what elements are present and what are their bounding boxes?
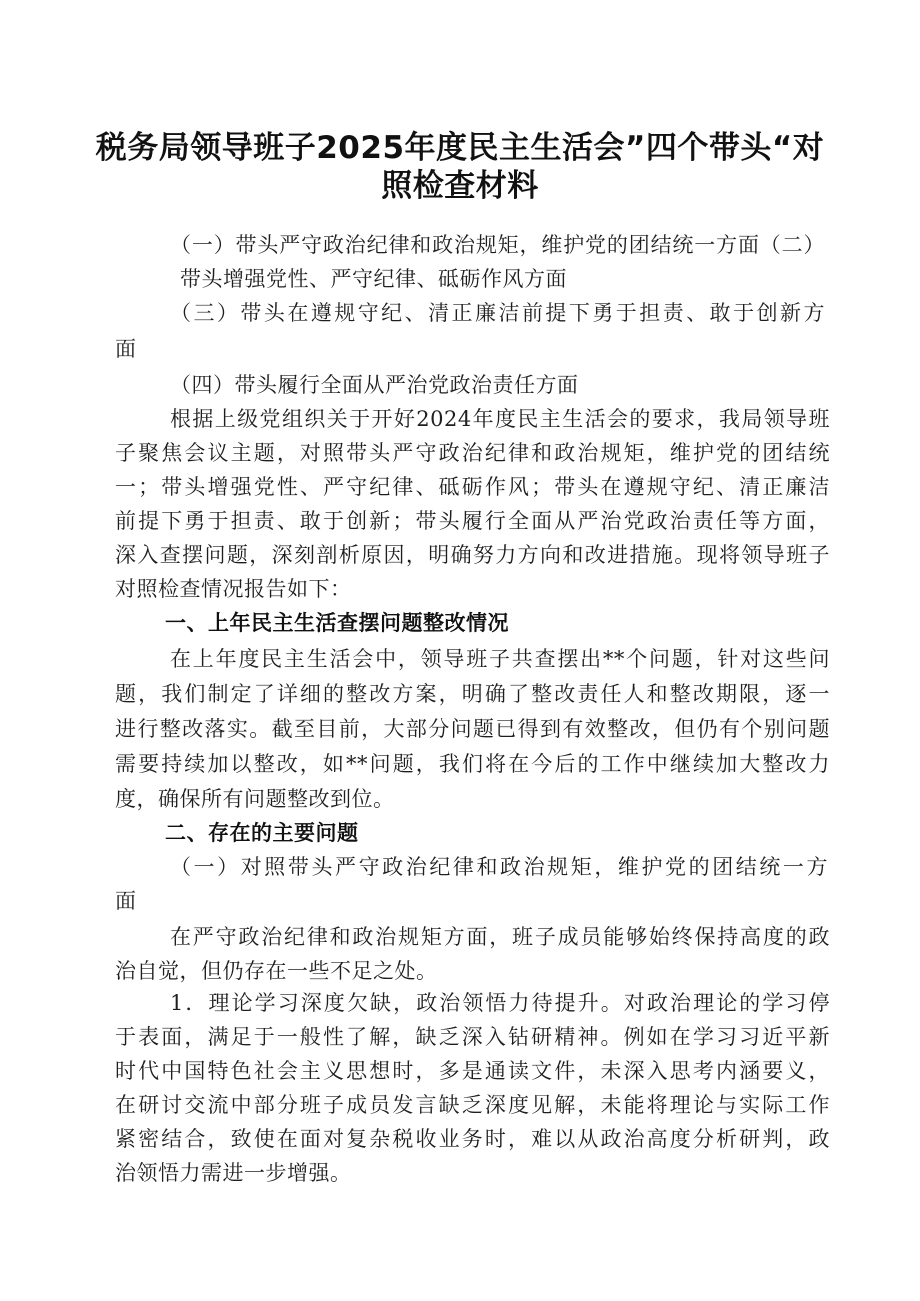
intro-line-4: 前提下勇于担责、敢于创新；带头履行全面从严治党政治责任等方面， [115, 509, 830, 533]
section-1-line-5: 度，确保所有问题整改到位。 [115, 787, 395, 811]
document-title-line-2: 照检查材料 [381, 168, 539, 204]
item-1-line-5: 紧密结合，致使在面对复杂税收业务时，难以从政治高度分析研判，政 [115, 1127, 830, 1151]
subsection-1-line-2: 面 [115, 889, 137, 913]
subsection-1-line-1: （一）对照带头严守政治纪律和政治规矩，维护党的团结统一方 [170, 855, 828, 879]
toc-line-3: （三）带头在遵规守纪、清正廉洁前提下勇于担责、敢于创新方 [170, 301, 825, 325]
section-1-line-3: 进行整改落实。截至目前，大部分问题已得到有效整改，但仍有个别问题 [115, 717, 830, 741]
intro-line-1: 根据上级党组织关于开好2024年度民主生活会的要求，我局领导班 [170, 407, 830, 431]
section-1-heading: 一、上年民主生活查摆问题整改情况 [165, 611, 509, 635]
intro-line-5: 深入查摆问题，深刻剖析原因，明确努力方向和改进措施。现将领导班子 [115, 543, 830, 567]
item-1-line-1: 1．理论学习深度欠缺，政治领悟力待提升。对政治理论的学习停 [170, 991, 830, 1015]
section-1-line-2: 题，我们制定了详细的整改方案，明确了整改责任人和整改期限，逐一 [115, 682, 830, 706]
item-1-line-3: 时代中国特色社会主义思想时，多是通读文件，未深入思考内涵要义， [115, 1059, 830, 1083]
document-title-line-1: 税务局领导班子2025年度民主生活会”四个带头“对 [95, 130, 825, 166]
intro-line-2: 子聚焦会议主题，对照带头严守政治纪律和政治规矩，维护党的团结统 [115, 441, 830, 465]
toc-line-5: （四）带头履行全面从严治党政治责任方面 [170, 373, 579, 397]
subsection-1-intro-line-1: 在严守政治纪律和政治规矩方面，班子成员能够始终保持高度的政 [170, 925, 830, 949]
item-1-line-2: 于表面，满足于一般性了解，缺乏深入钻研精神。例如在学习习近平新 [115, 1025, 830, 1049]
section-1-line-4: 需要持续加以整改，如**问题，我们将在今后的工作中继续加大整改力 [115, 752, 830, 776]
toc-line-2: 带头增强党性、严守纪律、砥砺作风方面 [180, 267, 567, 291]
item-1-line-4: 在研讨交流中部分班子成员发言缺乏深度见解，未能将理论与实际工作 [115, 1093, 830, 1117]
intro-line-6: 对照检查情况报告如下： [115, 577, 352, 601]
section-2-heading: 二、存在的主要问题 [165, 821, 359, 845]
subsection-1-intro-line-2: 治自觉，但仍存在一些不足之处。 [115, 959, 438, 983]
toc-line-1: （一）带头严守政治纪律和政治规矩，维护党的团结统一方面（二） [170, 233, 825, 257]
intro-line-3: 一；带头增强党性、严守纪律、砥砺作风；带头在遵规守纪、清正廉洁 [115, 475, 830, 499]
item-1-line-6: 治领悟力需进一步增强。 [115, 1161, 352, 1185]
toc-line-4: 面 [115, 337, 137, 361]
section-1-line-1: 在上年度民主生活会中，领导班子共查摆出**个问题，针对这些问 [170, 647, 830, 671]
